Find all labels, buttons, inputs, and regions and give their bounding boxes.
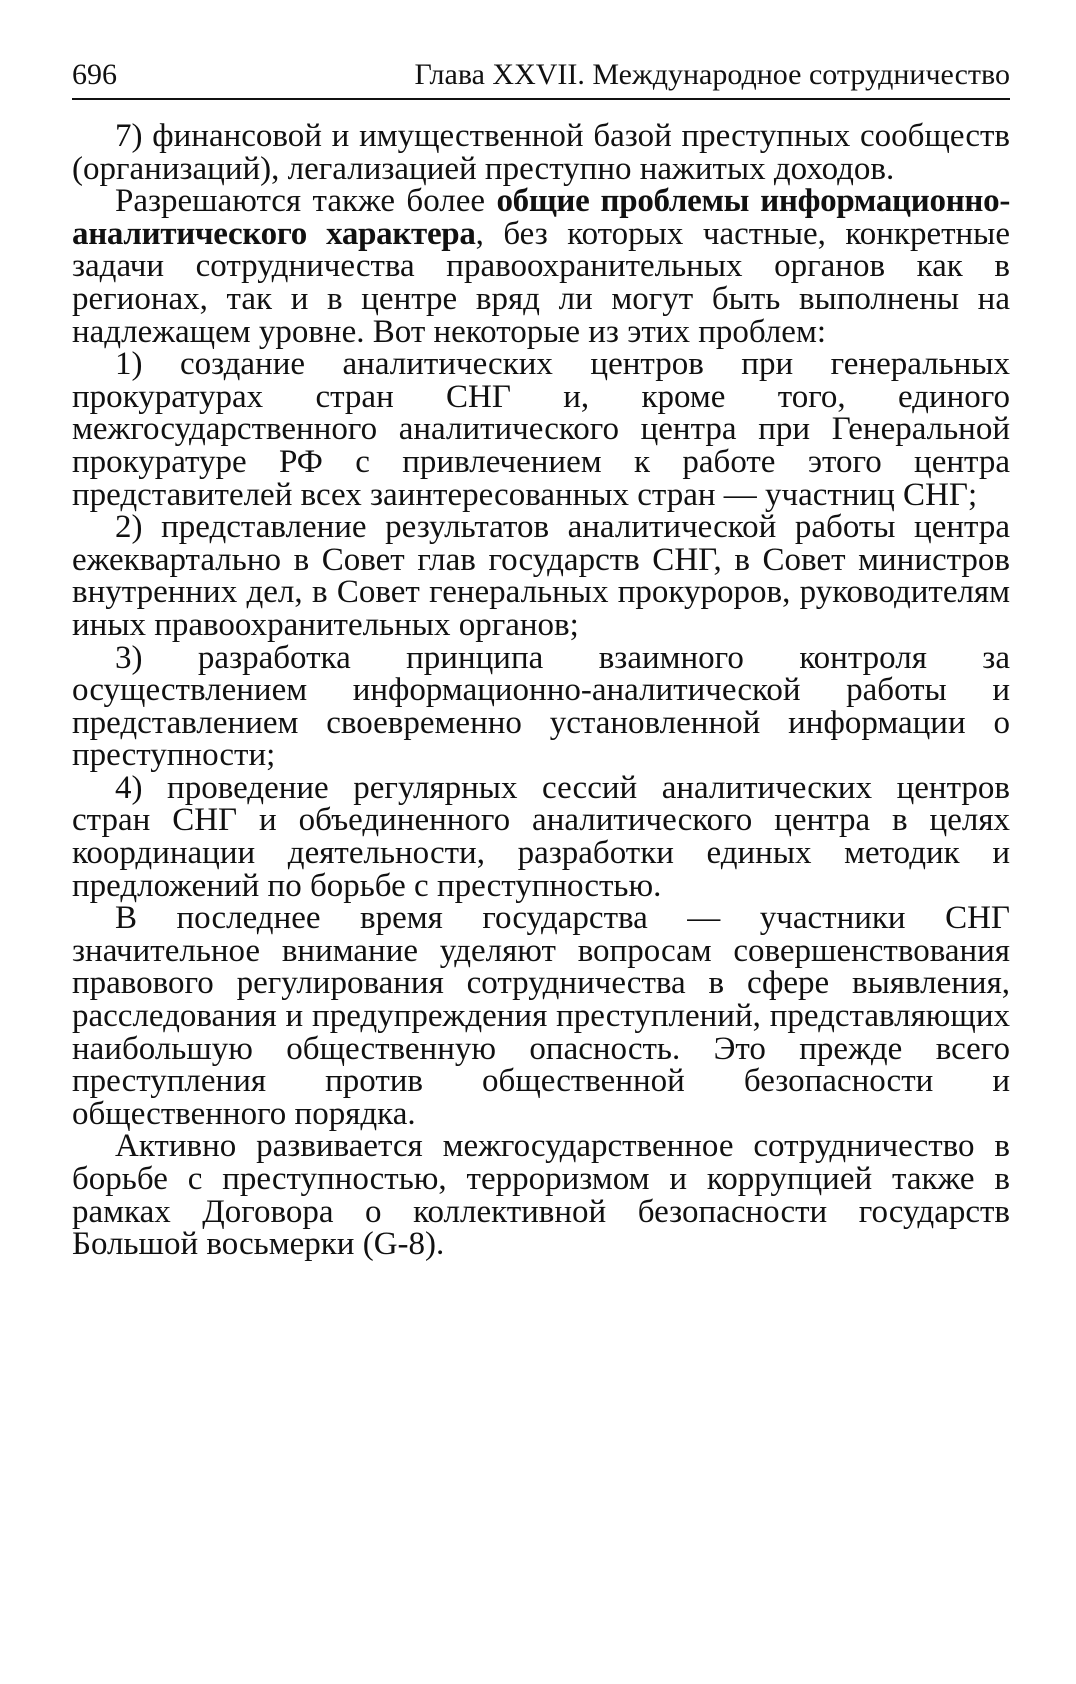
intro-paragraph: [72, 185, 1010, 348]
intro-bold-phrase: общие проблемы информационно-аналитического характера: [72, 183, 1011, 252]
list-item-2: 2) представление результатов аналитической работы центра ежеквартально в Совет глав государств СНГ, в Совет министров внутренних дел, в Совет генеральных прокуроров, руководителям иных правоохранительных органов;: [72, 509, 1010, 643]
active-cooperation-paragraph: Активно развивается межгосударственное сотрудничество в борьбе с преступностью, терроризмом и коррупцией также в рамках Договора о коллективной безопасности государств Большой восьмерки (G-8).: [72, 1128, 1010, 1263]
list-item-1: 1) создание аналитических центров при генеральных прокуратурах стран СНГ и, кроме того, единого межгосударственного аналитического центра при Генеральной прокуратуре РФ с привлечением к работе этого центра представителей всех заинтересованных стран — участниц СНГ;: [72, 346, 1010, 513]
chapter-title: Глава XXVII. Международное сотрудничество: [414, 58, 1010, 91]
intro-text-after: , без которых частные, конкретные задачи сотрудничества правоохранительных органов как в регионах, так и в центре вряд ли могут быть выполнены на надлежащем уровне. Вот некоторые из этих проблем:: [72, 215, 1010, 350]
page-number: 696: [72, 58, 117, 91]
list-item-3: 3) разработка принципа взаимного контроля за осуществлением информационно-аналитической работы и представлением своевременно установленной информации о преступности;: [72, 639, 1010, 774]
recent-developments-paragraph: В последнее время государства — участники СНГ значительное внимание уделяют вопросам совершенствования правового регулирования сотрудничества в сфере выявления, расследования и предупреждения преступлений, представляющих наибольшую общественную опасность. Это прежде всего преступления против общественной безопасности и общественного порядка.: [72, 900, 1010, 1132]
book-page: [72, 0, 1010, 1261]
body-text: [72, 120, 1010, 1261]
list-item-4: 4) проведение регулярных сессий аналитических центров стран СНГ и объединенного аналитического центра в целях координации деятельности, разработки единых методик и предложений по борьбе с преступностью.: [72, 769, 1010, 904]
list-item-7: 7) финансовой и имущественной базой преступных сообществ (организаций), легализацией преступно нажитых доходов.: [72, 118, 1010, 187]
intro-text-before: Разрешаются также более: [115, 183, 497, 220]
running-header: [72, 0, 1010, 100]
